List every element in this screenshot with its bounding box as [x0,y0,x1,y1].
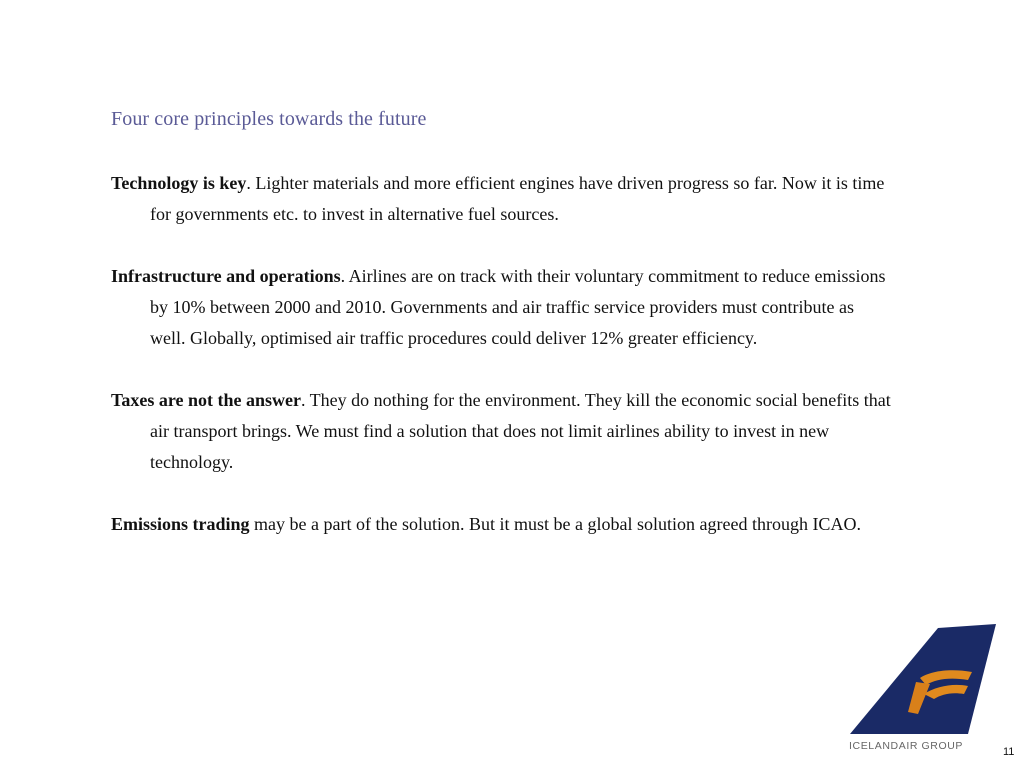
principle-heading: Infrastructure and operations [111,266,341,286]
principle-heading: Taxes are not the answer [111,390,301,410]
logo-text: ICELANDAIR GROUP [849,740,964,752]
principle-heading: Emissions trading [111,514,250,534]
page-title: Four core principles towards the future [111,108,427,130]
icelandair-tail-icon [846,622,1006,752]
principle-emissions [111,509,891,540]
principle-body: may be a part of the solution. But it must be a global solution agreed through ICAO. [249,514,861,534]
principle-body: . Airlines are on track with their voluntary commitment to reduce emissions by 10% between 2000 and 2010. Governments and air traffic service providers must contribute as well. Globally, optimised air traffic procedures could deliver 12% greater efficiency. [150,266,886,348]
principle-technology [111,168,891,230]
slide-content [111,168,891,571]
principle-infrastructure [111,261,891,354]
principle-body: . They do nothing for the environment. They kill the economic social benefits that air transport brings. We must find a solution that does not limit airlines ability to invest in new technology. [150,390,891,472]
principle-taxes [111,385,891,478]
page-number: 11 [1003,746,1015,758]
principle-body: . Lighter materials and more efficient engines have driven progress so far. Now it is time for governments etc. to invest in alternative fuel sources. [150,173,885,224]
principle-heading: Technology is key [111,173,247,193]
